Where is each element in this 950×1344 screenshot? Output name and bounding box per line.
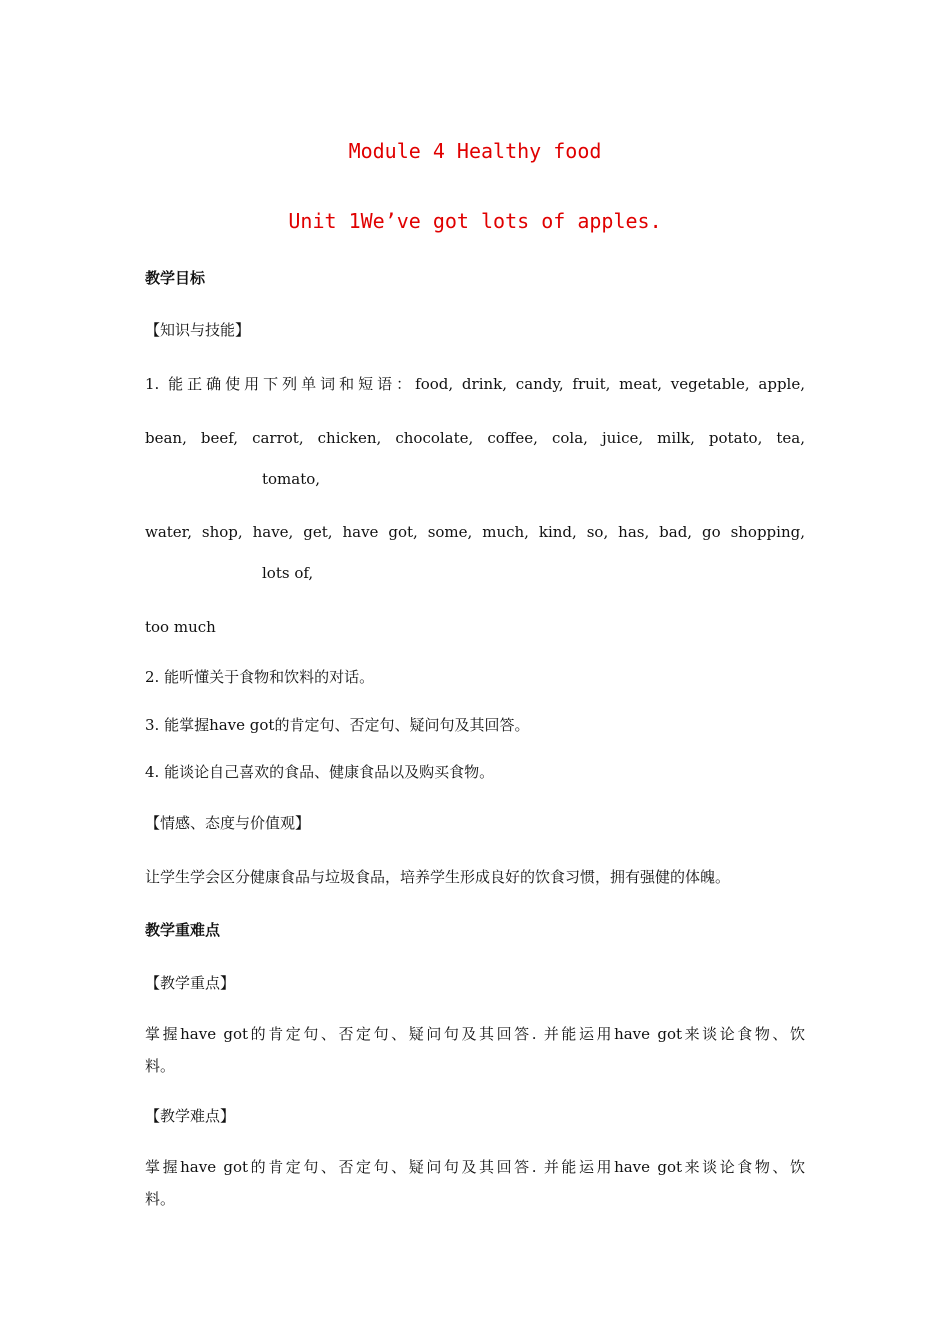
unit-title: Unit 1We’ve got lots of apples.: [288, 209, 662, 233]
item2: 2. 能听懂关于食物和饮料的对话。: [145, 668, 375, 686]
item1-line1: 1. 能正确使用下列单词和短语：food, drink, candy, fruit, meat, vegetable, apple,: [145, 375, 805, 393]
focus-line2: 料。: [145, 1057, 176, 1075]
emotion-text: 让学生学会区分健康食品与垃圾食品，培养学生形成良好的饮食习惯，拥有强健的体魄。: [145, 868, 731, 886]
module-title: Module 4 Healthy food: [348, 139, 602, 163]
difficulty-line1: 掌握have got的肯定句、否定句、疑问句及其回答. 并能运用have got来谈论食物、饮: [145, 1158, 805, 1176]
objectives-heading: 教学目标: [145, 269, 206, 287]
item4: 4. 能谈论自己喜欢的食品、健康食品以及购买食物。: [145, 763, 495, 781]
keypoints-heading: 教学重难点: [145, 921, 221, 939]
focus-line1: 掌握have got的肯定句、否定句、疑问句及其回答. 并能运用have got来谈论食物、饮: [145, 1025, 805, 1043]
difficulty-line2: 料。: [145, 1190, 176, 1208]
difficulty-heading: 【教学难点】: [145, 1107, 236, 1125]
item1-line4: water, shop, have, get, have got, some, much, kind, so, has, bad, go shopping,: [145, 523, 805, 541]
emotion-heading: 【情感、态度与价值观】: [145, 814, 311, 832]
item1-line5: lots of,: [262, 564, 314, 582]
item1-line6: too much: [145, 618, 216, 636]
item1-line2: bean, beef, carrot, chicken, chocolate, coffee, cola, juice, milk, potato, tea,: [145, 429, 805, 447]
knowledge-heading: 【知识与技能】: [145, 321, 251, 339]
item3: 3. 能掌握have got的肯定句、否定句、疑问句及其回答。: [145, 716, 530, 734]
item1-line3: tomato,: [262, 470, 321, 488]
focus-heading: 【教学重点】: [145, 974, 236, 992]
